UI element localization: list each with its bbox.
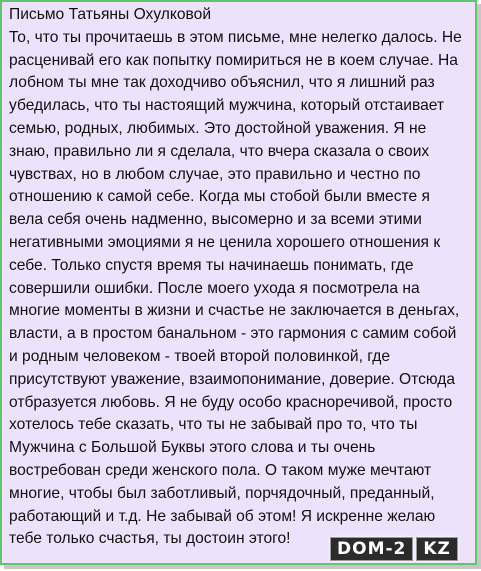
letter-line: вела себя очень надменно, высомерно и за всеми этими	[9, 211, 422, 229]
letter-line: семью, родных, любимых. Это достойной уважения. Я не	[9, 119, 427, 137]
letter-line: знаю, правильно ли я сделала, что вчера сказала о своих	[9, 142, 430, 160]
watermark-part-tld: KZ	[416, 537, 458, 561]
letter-text	[9, 4, 475, 551]
letter-line: То, что ты прочитаешь в этом письме, мне нелегко далось. Не	[9, 28, 462, 46]
letter-line: себе. Только спустя время ты начинаешь понимать, где	[9, 256, 414, 274]
letter-line: хотелось тебе сказать, что ты не забывай про то, что ты	[9, 416, 418, 434]
letter-line: работающий и т.д. Не забывай об этом! Я искренне желаю	[9, 507, 436, 525]
letter-line: власти, а в простом банальном - это гармония с самим собой	[9, 325, 457, 343]
letter-line: негативными эмоциями я не ценила хорошего отношения к	[9, 233, 441, 251]
letter-line: совершили ошибки. После моего ухода я посмотрела на	[9, 279, 420, 297]
letter-line: тебе только счастья, ты достоин этого!	[9, 530, 291, 548]
letter-line: Мужчина с Большой Буквы этого слова и ты очень	[9, 439, 376, 457]
letter-title: Письмо Татьяны Охулковой	[9, 6, 212, 23]
letter-line: присутствуют уважение, взаимопонимание, доверие. Отсюда	[9, 370, 456, 388]
letter-line: лобном ты мне так доходчиво объяснил, что я лишний раз	[9, 74, 435, 92]
letter-line: расценивай его как попытку помириться не в коем случае. На	[9, 51, 458, 69]
letter-line: востребован среди женского пола. О таком муже мечтают	[9, 461, 432, 479]
frame-shadow	[4, 565, 481, 569]
letter-line: чувствах, но в любом случае, это правильно и честно по	[9, 165, 421, 183]
letter-line: и родным человеком - твоей второй половинкой, где	[9, 347, 391, 365]
letter-line: отношению к самой себе. Когда мы стобой были вместе я	[9, 188, 430, 206]
watermark-part-domain: DOM-2	[330, 537, 413, 561]
letter-line: убедилась, что ты настоящий мужчина, который отстаивает	[9, 97, 445, 115]
frame-shadow	[477, 4, 481, 569]
letter-line: многие, чтобы был заботливый, порчядочный, преданный,	[9, 484, 435, 502]
letter-line: отбразуется любовь. Я не буду особо красноречивой, просто	[9, 393, 453, 411]
site-watermark-logo	[330, 536, 458, 562]
letter-line: многие моменты в жизни и счастье не заключается в деньгах,	[9, 302, 460, 320]
